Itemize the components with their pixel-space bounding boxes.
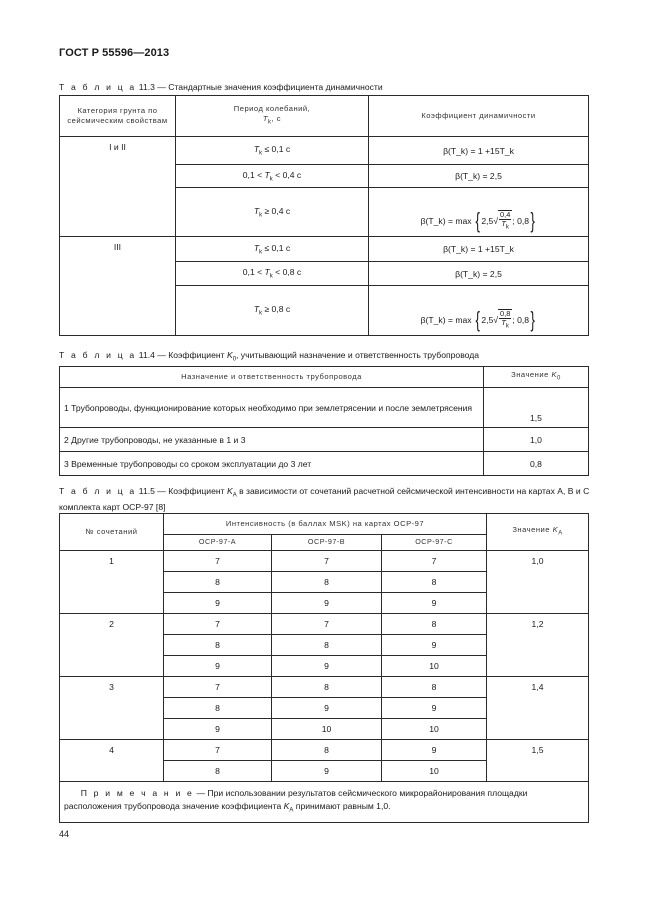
intensity-cell: 7 (164, 614, 272, 635)
intensity-cell: 10 (382, 656, 487, 677)
value-cell: 1,5 (484, 388, 589, 428)
intensity-cell: 10 (382, 719, 487, 740)
formula-max-cell (369, 188, 589, 237)
intensity-cell: 9 (164, 593, 272, 614)
intensity-cell: 8 (382, 614, 487, 635)
purpose-cell: 2 Другие трубопроводы, не указанные в 1 и 3 (60, 428, 484, 452)
header-value: Значение $K_0$ (484, 367, 589, 388)
header-map-a: ОСР-97-А (164, 535, 272, 551)
caption-prefix: Т а б л и ц а (59, 82, 137, 92)
header-period: Период колебаний, $T_k$, с (176, 96, 369, 137)
intensity-cell: 8 (272, 572, 382, 593)
intensity-cell: 10 (272, 719, 382, 740)
period-cell: $T_k \le 0,1$ с (176, 137, 369, 165)
value-cell: 1,5 (487, 740, 589, 782)
period-cell: $T_k \le 0,1$ с (176, 237, 369, 262)
intensity-cell: 7 (382, 551, 487, 572)
period-cell: $0,1 < T_k < 0,8$ с (176, 262, 369, 286)
intensity-cell: 9 (382, 698, 487, 719)
page-number: 44 (59, 829, 70, 839)
value-cell: 1,2 (487, 614, 589, 677)
caption-number: 11.3 (138, 82, 155, 92)
intensity-cell: 9 (164, 719, 272, 740)
intensity-cell: 7 (164, 740, 272, 761)
purpose-cell: 3 Временные трубопроводы со сроком эксплуатации до 3 лет (60, 452, 484, 476)
intensity-cell: 9 (272, 656, 382, 677)
max-formula: β(T_k) = max { 2,5 √ $\frac{0,4}{T_k}$ ; 0,8 } (420, 207, 535, 233)
value-cell: 1,4 (487, 677, 589, 740)
intensity-cell: 8 (164, 698, 272, 719)
header-map-c: ОСР-97-С (382, 535, 487, 551)
combination-number-cell: 1 (60, 551, 164, 614)
table-11-3-caption (59, 82, 594, 94)
intensity-cell: 8 (164, 572, 272, 593)
value-cell: 1,0 (484, 428, 589, 452)
formula-max-cell (369, 286, 589, 336)
formula-cell: β(T_k) = 2,5 (369, 165, 589, 188)
intensity-cell: 9 (272, 593, 382, 614)
period-cell: $0,1 < T_k < 0,4$ с (176, 165, 369, 188)
period-cell: $T_k \ge 0,8$ с (176, 286, 369, 336)
intensity-cell: 8 (272, 677, 382, 698)
table-11-4 (59, 366, 589, 476)
caption-text: — Стандартные значения коэффициента динамичности (157, 82, 383, 92)
table-11-3 (59, 95, 589, 336)
value-cell: 1,0 (487, 551, 589, 614)
intensity-cell: 9 (272, 761, 382, 782)
formula-cell: β(T_k) = 2,5 (369, 262, 589, 286)
max-formula: β(T_k) = max { 2,5 √ $\frac{0,8}{T_k}$ ; 0,8 } (420, 306, 535, 332)
soil-category-cell: III (60, 237, 176, 336)
header-combination-number: № сочетаний (60, 514, 164, 551)
table-note: П р и м е ч а н и е — При использовании результатов сейсмического микрорайонирования площадки расположения трубопровода значение коэффициента $K_A$ принимают равным 1,0. (60, 782, 589, 823)
formula-cell: β(T_k) = 1 +15T_k (369, 237, 589, 262)
combination-number-cell: 2 (60, 614, 164, 677)
value-cell: 0,8 (484, 452, 589, 476)
header-intensity: Интенсивность (в баллах MSK) на картах ОСР-97 (164, 514, 487, 535)
header-map-b: ОСР-97-В (272, 535, 382, 551)
intensity-cell: 9 (164, 656, 272, 677)
formula-cell: β(T_k) = 1 +15T_k (369, 137, 589, 165)
intensity-cell: 9 (272, 698, 382, 719)
intensity-cell: 7 (272, 614, 382, 635)
intensity-cell: 9 (382, 593, 487, 614)
purpose-cell: 1 Трубопроводы, функционирование которых необходимо при землетрясении и после землетрясения (60, 388, 484, 428)
intensity-cell: 8 (382, 677, 487, 698)
table-11-4-caption: Т а б л и ц а 11.4 — Коэффициент $K_0$, учитывающий назначение и ответственность трубопровода (59, 350, 480, 363)
header-soil-category: Категория грунта по сейсмическим свойствам (60, 96, 176, 137)
intensity-cell: 9 (382, 740, 487, 761)
table-11-5 (59, 513, 589, 823)
intensity-cell: 8 (382, 572, 487, 593)
combination-number-cell: 4 (60, 740, 164, 782)
intensity-cell: 10 (382, 761, 487, 782)
intensity-cell: 7 (272, 551, 382, 572)
page-header: ГОСТ Р 55596—2013 (59, 47, 170, 59)
intensity-cell: 8 (272, 635, 382, 656)
intensity-cell: 7 (164, 677, 272, 698)
intensity-cell: 9 (382, 635, 487, 656)
intensity-cell: 8 (272, 740, 382, 761)
combination-number-cell: 3 (60, 677, 164, 740)
intensity-cell: 8 (164, 761, 272, 782)
header-coefficient: Коэффициент динамичности (369, 96, 589, 137)
intensity-cell: 7 (164, 551, 272, 572)
table-11-5-caption: Т а б л и ц а 11.5 — Коэффициент $K_A$ в зависимости от сочетаний расчетной сейсмической интенсивности на картах А, В и С комплекта карт ОСР-97 [8] (59, 486, 590, 513)
header-value: Значение $K_A$ (487, 514, 589, 551)
header-purpose: Назначение и ответственность трубопровода (60, 367, 484, 388)
soil-category-cell: I и II (60, 137, 176, 237)
period-cell: $T_k \ge 0,4$ с (176, 188, 369, 237)
intensity-cell: 8 (164, 635, 272, 656)
